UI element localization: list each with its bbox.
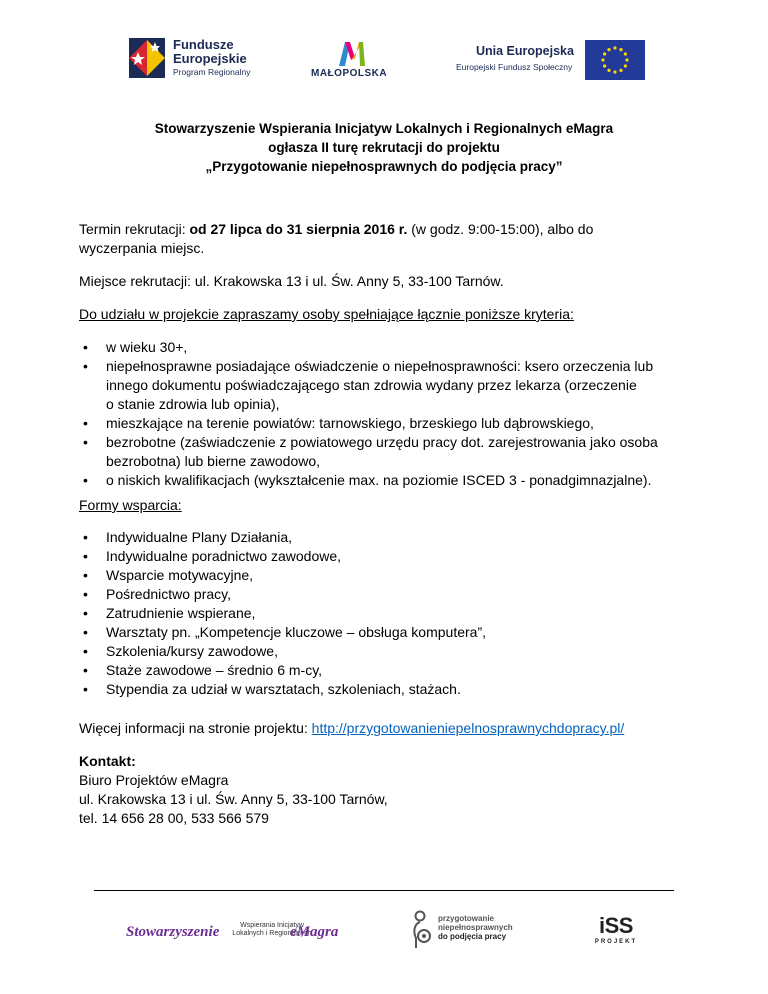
- list-item: [79, 338, 719, 357]
- list-item: • Szkolenia/kursy zawodowe,: [79, 642, 719, 661]
- list-item: • Warsztaty pn. „Kompetencje kluczowe – obsługa komputera”,: [79, 623, 719, 642]
- list-item-line: • w wieku 30+,: [106, 339, 188, 355]
- kryteria-list: [79, 338, 719, 490]
- project-website-link[interactable]: http://przygotowanieniepelnosprawnychdopracy.pl/: [311, 720, 625, 736]
- list-item: • Indywidualne poradnictwo zawodowe,: [79, 547, 719, 566]
- iss-big: iSS: [599, 913, 633, 938]
- formy-list: [79, 528, 719, 699]
- list-item: [79, 357, 719, 414]
- fe-line3: Program Regionalny: [173, 67, 251, 77]
- malopolska-name: MAŁOPOLSKA: [311, 68, 388, 79]
- info-label: Więcej informacji na stronie projektu:: [79, 720, 312, 736]
- iss-small: PROJEKT: [594, 939, 638, 945]
- ue-title: Unia Europejska: [476, 44, 574, 58]
- title-line2: ogłasza II turę rekrutacji do projektu: [268, 140, 500, 155]
- info-paragraph: [79, 719, 624, 738]
- kontakt-line1: Biuro Projektów eMagra: [79, 772, 229, 788]
- malopolska-logo: [307, 40, 397, 82]
- sw-big1: Stowarzyszenie: [126, 924, 220, 940]
- list-item: • Wsparcie motywacyjne,: [79, 566, 719, 585]
- fe-line2: Europejskie: [173, 51, 247, 66]
- formy-heading: Formy wsparcia:: [79, 497, 182, 513]
- kryteria-heading: Do udziału w projekcie zapraszamy osoby spełniające łącznie poniższe kryteria:: [79, 306, 574, 322]
- ue-logo: [454, 40, 654, 80]
- list-item-line: o stanie zdrowia lub opinia),: [106, 396, 280, 412]
- list-item-line: • mieszkające na terenie powiatów: tarnowskiego, brzeskiego lub dąbrowskiego,: [106, 415, 594, 431]
- list-item: • Zatrudnienie wspierane,: [79, 604, 719, 623]
- pp-line3: do podjęcia pracy: [438, 932, 507, 941]
- stowarzyszenie-emagra-logo: [126, 918, 346, 948]
- list-item: [79, 471, 719, 490]
- fundusze-europejskie-logo: [127, 36, 267, 80]
- footer-divider: [94, 890, 674, 891]
- termin-rest1: (w godz. 9:00-15:00), albo do: [407, 221, 594, 237]
- iss-projekt-logo: [586, 913, 646, 949]
- fe-flag-icon: [127, 36, 167, 80]
- sw-big2: eMagra: [290, 924, 339, 940]
- kontakt-block: [79, 752, 388, 828]
- eu-flag-icon: [585, 40, 645, 80]
- przygotowanie-logo: [410, 908, 520, 952]
- termin-rest2: wyczerpania miejsc.: [79, 240, 205, 256]
- termin-dates: od 27 lipca do 31 sierpnia 2016 r.: [189, 221, 408, 237]
- termin-label: Termin rekrutacji:: [79, 221, 190, 237]
- list-item-line: • bezrobotne (zaświadczenie z powiatowego urzędu pracy dot. zarejestrowania jako osoba: [106, 434, 658, 450]
- pp-line2: niepełnosprawnych: [438, 923, 513, 932]
- kontakt-heading: Kontakt:: [79, 753, 136, 769]
- title-line3: „Przygotowanie niepełnosprawnych do podjęcia pracy”: [205, 159, 563, 174]
- title-line1: Stowarzyszenie Wspierania Inicjatyw Lokalnych i Regionalnych eMagra: [154, 121, 614, 136]
- list-item: [79, 414, 719, 433]
- kontakt-line3: tel. 14 656 28 00, 533 566 579: [79, 810, 269, 826]
- pp-line1: przygotowanie: [438, 914, 495, 923]
- list-item-line: • o niskich kwalifikacjach (wykształcenie max. na poziomie ISCED 3 - ponadgimnazjalne).: [106, 472, 652, 488]
- list-item: • Stypendia za udział w warsztatach, szkoleniach, stażach.: [79, 680, 719, 699]
- list-item: • Staże zawodowe – średnio 6 m-cy,: [79, 661, 719, 680]
- sw-small2: Lokalnych i Regionalnych: [232, 930, 312, 937]
- list-item-line: bezrobotna) lub bierne zawodowo,: [106, 453, 321, 469]
- list-item: • Indywidualne Plany Działania,: [79, 528, 719, 547]
- fe-line1: Fundusze: [173, 37, 234, 52]
- list-item: [79, 433, 719, 471]
- list-item: • Pośrednictwo pracy,: [79, 585, 719, 604]
- miejsce-rekrutacji: Miejsce rekrutacji: ul. Krakowska 13 i ul. Św. Anny 5, 33-100 Tarnów.: [79, 273, 504, 289]
- malopolska-m-icon: [337, 40, 367, 66]
- list-item-line: • niepełnosprawne posiadające oświadczenie o niepełnosprawności: ksero orzeczenia lub: [106, 358, 654, 374]
- kontakt-line2: ul. Krakowska 13 i ul. Św. Anny 5, 33-100 Tarnów,: [79, 791, 388, 807]
- ue-subtitle: Europejski Fundusz Społeczny: [456, 62, 573, 72]
- sw-small1: Wspierania Inicjatyw: [240, 922, 304, 929]
- termin-paragraph: [79, 220, 699, 258]
- person-gear-icon: [410, 910, 436, 950]
- list-item-line: innego dokumentu poświadczającego stan zdrowia wydany przez lekarza (orzeczenie: [106, 377, 637, 393]
